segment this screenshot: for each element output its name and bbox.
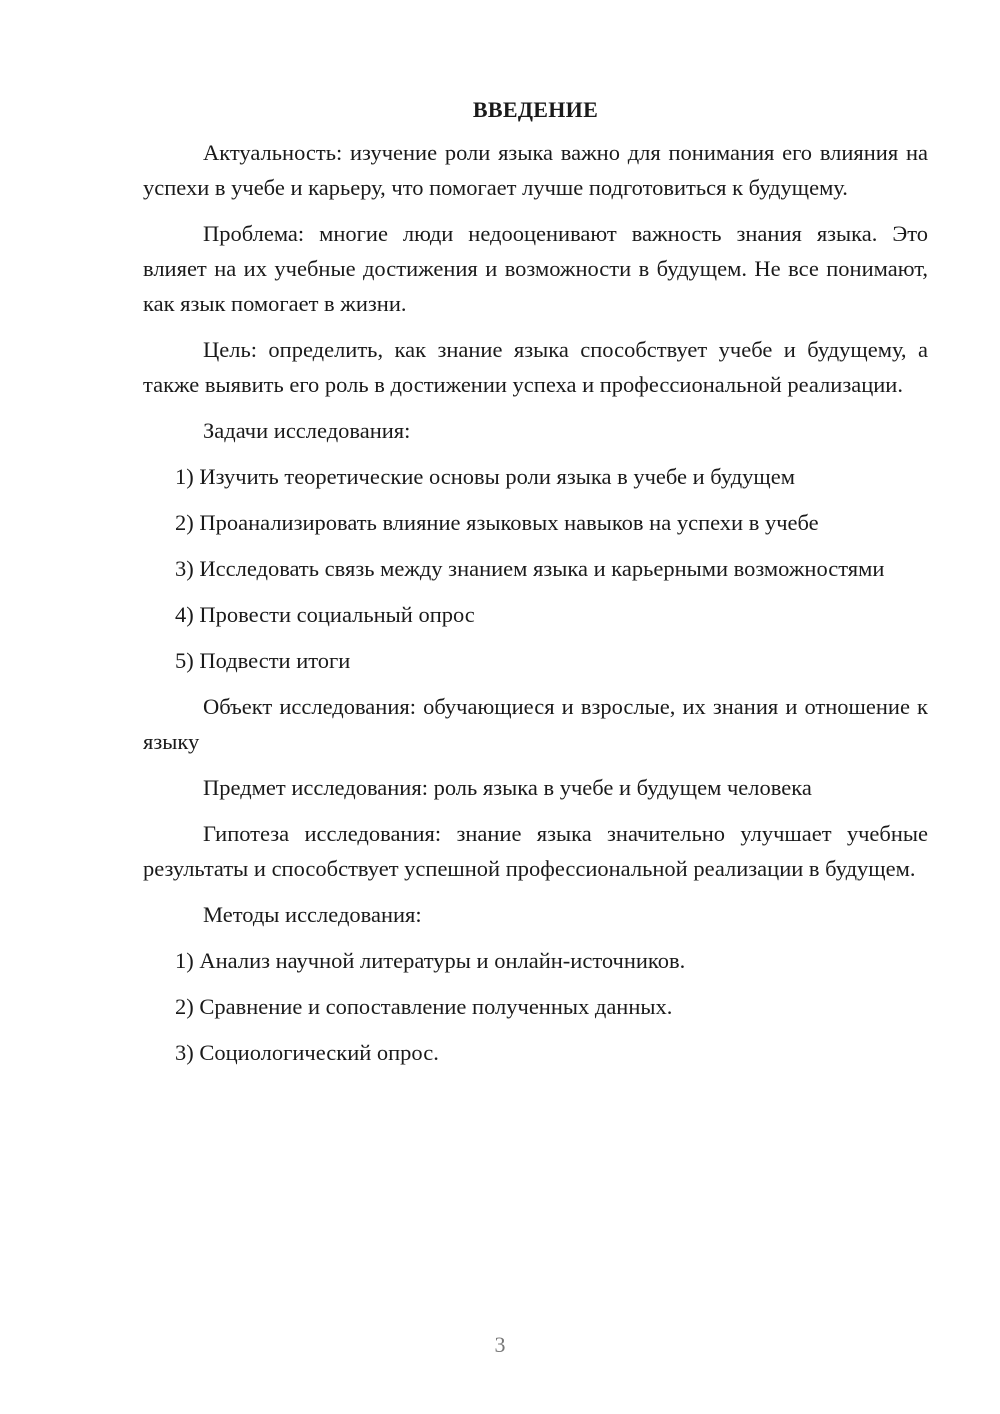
task-item-1: 1) Изучить теоретические основы роли языка в учебе и будущем bbox=[175, 464, 795, 489]
page-title: ВВЕДЕНИЕ bbox=[472, 97, 599, 122]
goal-paragraph: Цель: определить, как знание языка способствует учебе и будущему, а также выявить его роль в достижении успеха и профессиональной реализации. bbox=[143, 337, 928, 397]
subject-paragraph: Предмет исследования: роль языка в учебе и будущем человека bbox=[203, 775, 812, 800]
tasks-heading: Задачи исследования: bbox=[203, 418, 411, 443]
methods-heading: Методы исследования: bbox=[203, 902, 422, 927]
task-item-2: 2) Проанализировать влияние языковых навыков на успехи в учебе bbox=[175, 510, 819, 535]
object-paragraph: Объект исследования: обучающиеся и взрослые, их знания и отношение к языку bbox=[143, 694, 928, 754]
hypothesis-paragraph: Гипотеза исследования: знание языка значительно улучшает учебные результаты и способствует успешной профессиональной реализации в будущем. bbox=[143, 821, 928, 881]
task-item-3: 3) Исследовать связь между знанием языка и карьерными возможностями bbox=[175, 556, 885, 581]
method-item-3: 3) Социологический опрос. bbox=[175, 1040, 439, 1065]
task-item-5: 5) Подвести итоги bbox=[175, 648, 351, 673]
page-number: 3 bbox=[494, 1332, 506, 1357]
document-body bbox=[143, 92, 928, 1081]
method-item-1: 1) Анализ научной литературы и онлайн-источников. bbox=[175, 948, 686, 973]
task-item-4: 4) Провести социальный опрос bbox=[175, 602, 475, 627]
method-item-2: 2) Сравнение и сопоставление полученных данных. bbox=[175, 994, 673, 1019]
problem-paragraph: Проблема: многие люди недооценивают важность знания языка. Это влияет на их учебные достижения и возможности в будущем. Не все понимают, как язык помогает в жизни. bbox=[143, 221, 928, 316]
relevance-paragraph: Актуальность: изучение роли языка важно для понимания его влияния на успехи в учебе и карьеру, что помогает лучше подготовиться к будущему. bbox=[143, 140, 928, 200]
